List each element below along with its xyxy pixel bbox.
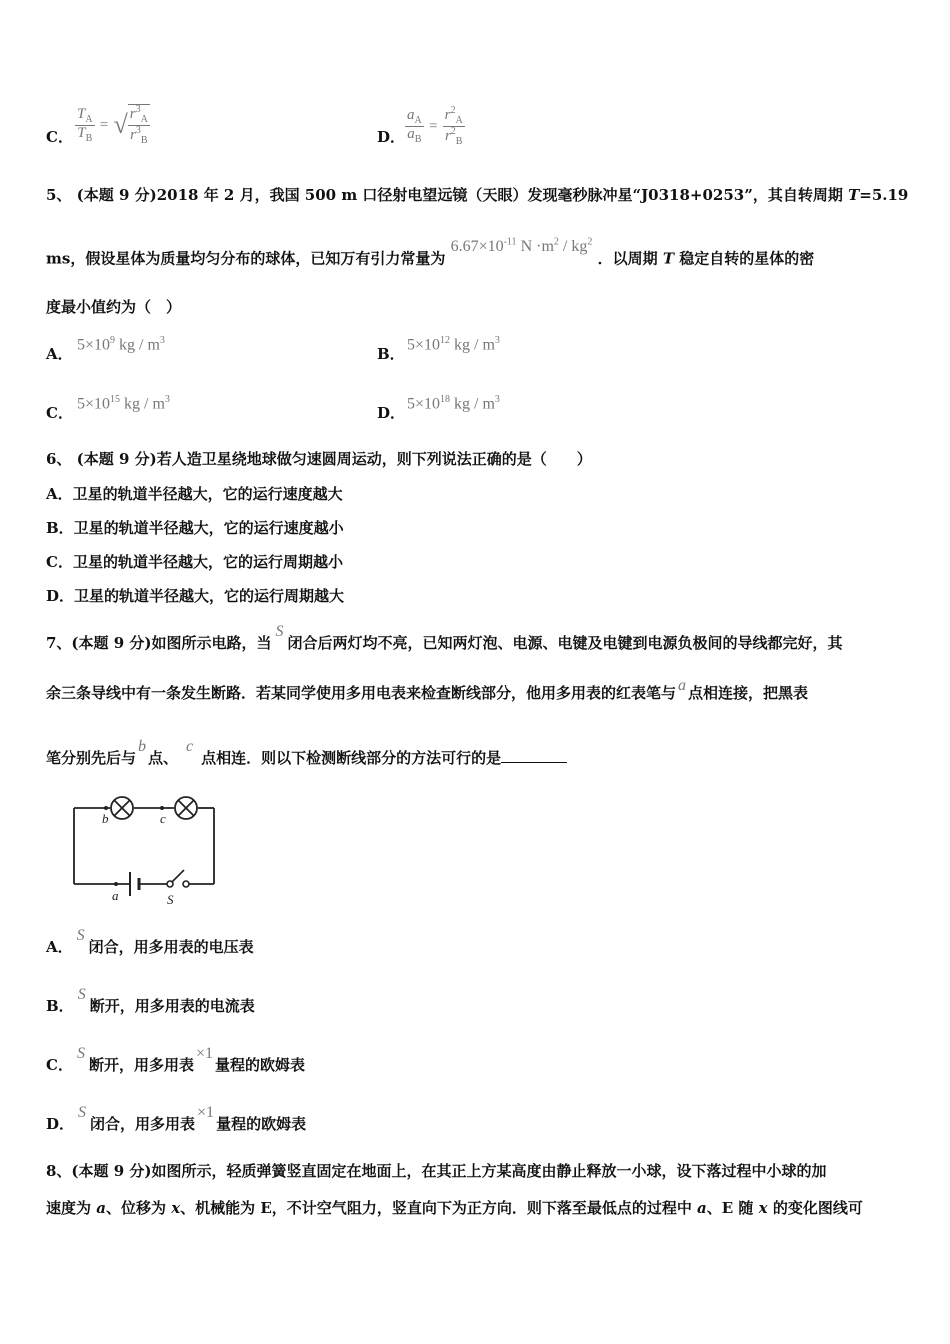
q7-line3: 笔分别先后与b点、c点相连．则以下检测断线部分的方法可行的是 [46, 748, 567, 767]
q5-option-d: D． [377, 404, 406, 422]
q4-option-d-label: D． [377, 128, 406, 146]
q5-line2: ms，假设星体为质量均匀分布的球体，已知万有引力常量为 $6.67\times 10^{-11}$ $N \cdot m^2 / kg^2$ ．以周期 T 稳定自转的星体的密 [46, 237, 815, 268]
q6-option-b: B．卫星的轨道半径越大，它的运行速度越小 [46, 519, 344, 537]
q4-option-c-formula: $\frac{T_A}{T_B}$ = √ $\frac{r^3_A}{r^3_B}$ [77, 104, 148, 146]
q5-option-b-value: $5\times 10^{12}$ kg / $m^3$ [407, 335, 500, 354]
q7-option-c: C．S断开，用多用表×1量程的欧姆表 [46, 1045, 306, 1074]
q5-option-c-value: $5\times 10^{15}$ kg / $m^3$ [77, 394, 170, 413]
q4-option-c-label: C． [46, 128, 73, 146]
label-b: b [102, 811, 109, 826]
q5-option-a-value: $5\times 10^9$ kg / $m^3$ [77, 335, 165, 354]
q5-option-a: A． [46, 345, 73, 363]
switch [167, 870, 189, 887]
q8-line1: 8、(本题 9 分)如图所示，轻质弹簧竖直固定在地面上，在其正上方某高度由静止释放一小球，设下落过程中小球的加 [46, 1162, 827, 1180]
lamp-1 [111, 797, 133, 819]
label-c: c [160, 811, 166, 826]
q5-option-c: C． [46, 404, 73, 422]
q4-option-d-formula: $\frac{a_A}{a_B}$ = $\frac{r^2_A}{r^2_B}$ [407, 105, 463, 147]
q8-line2: 速度为 a、位移为 x、机械能为 E，不计空气阻力，竖直向下为正方向．则下落至最低点的过程中 a、E 随 x 的变化图线可 [46, 1199, 863, 1217]
label-a: a [112, 888, 119, 903]
gravitational-constant: $6.67\times 10^{-11}$ $N \cdot m^2 / kg^2$ [450, 237, 593, 256]
q5-option-b: B． [377, 345, 405, 363]
q7-line1: 7、(本题 9 分)如图所示电路，当S闭合后两灯均不亮，已知两灯泡、电源、电键及电键到电源负极间的导线都完好，其 [46, 623, 843, 652]
lamp-2 [175, 797, 197, 819]
q6-option-a: A．卫星的轨道半径越大，它的运行速度越大 [46, 485, 343, 503]
battery [130, 872, 139, 896]
q7-option-b: B．S断开，用多用表的电流表 [46, 986, 255, 1015]
circuit-diagram [66, 790, 246, 912]
q7-line2: 余三条导线中有一条发生断路．若某同学使用多用电表来检查断线部分，他用多用表的红表笔与 a 点相连接，把黑表 [46, 677, 809, 702]
q6-option-d: D．卫星的轨道半径越大，它的运行周期越大 [46, 587, 345, 605]
q7-option-d: D．S闭合，用多用表×1量程的欧姆表 [46, 1104, 307, 1133]
q7-option-a: A．S闭合，用多用表的电压表 [46, 927, 254, 956]
q5-option-d-value: $5\times 10^{18}$ kg / $m^3$ [407, 394, 500, 413]
label-s: S [167, 892, 174, 907]
q5-line1: 5、 (本题 9 分)2018 年 2 月，我国 500 m 口径射电望远镜（天眼）发现毫秒脉冲星“J0318+0253”，其自转周期 T=5.19 [46, 186, 909, 204]
q6-header: 6、 (本题 9 分)若人造卫星绕地球做匀速圆周运动，则下列说法正确的是（ ） [46, 450, 592, 468]
q5-line3: 度最小值约为（ ） [46, 298, 182, 316]
answer-blank [501, 748, 567, 763]
q6-option-c: C．卫星的轨道半径越大，它的运行周期越小 [46, 553, 343, 571]
